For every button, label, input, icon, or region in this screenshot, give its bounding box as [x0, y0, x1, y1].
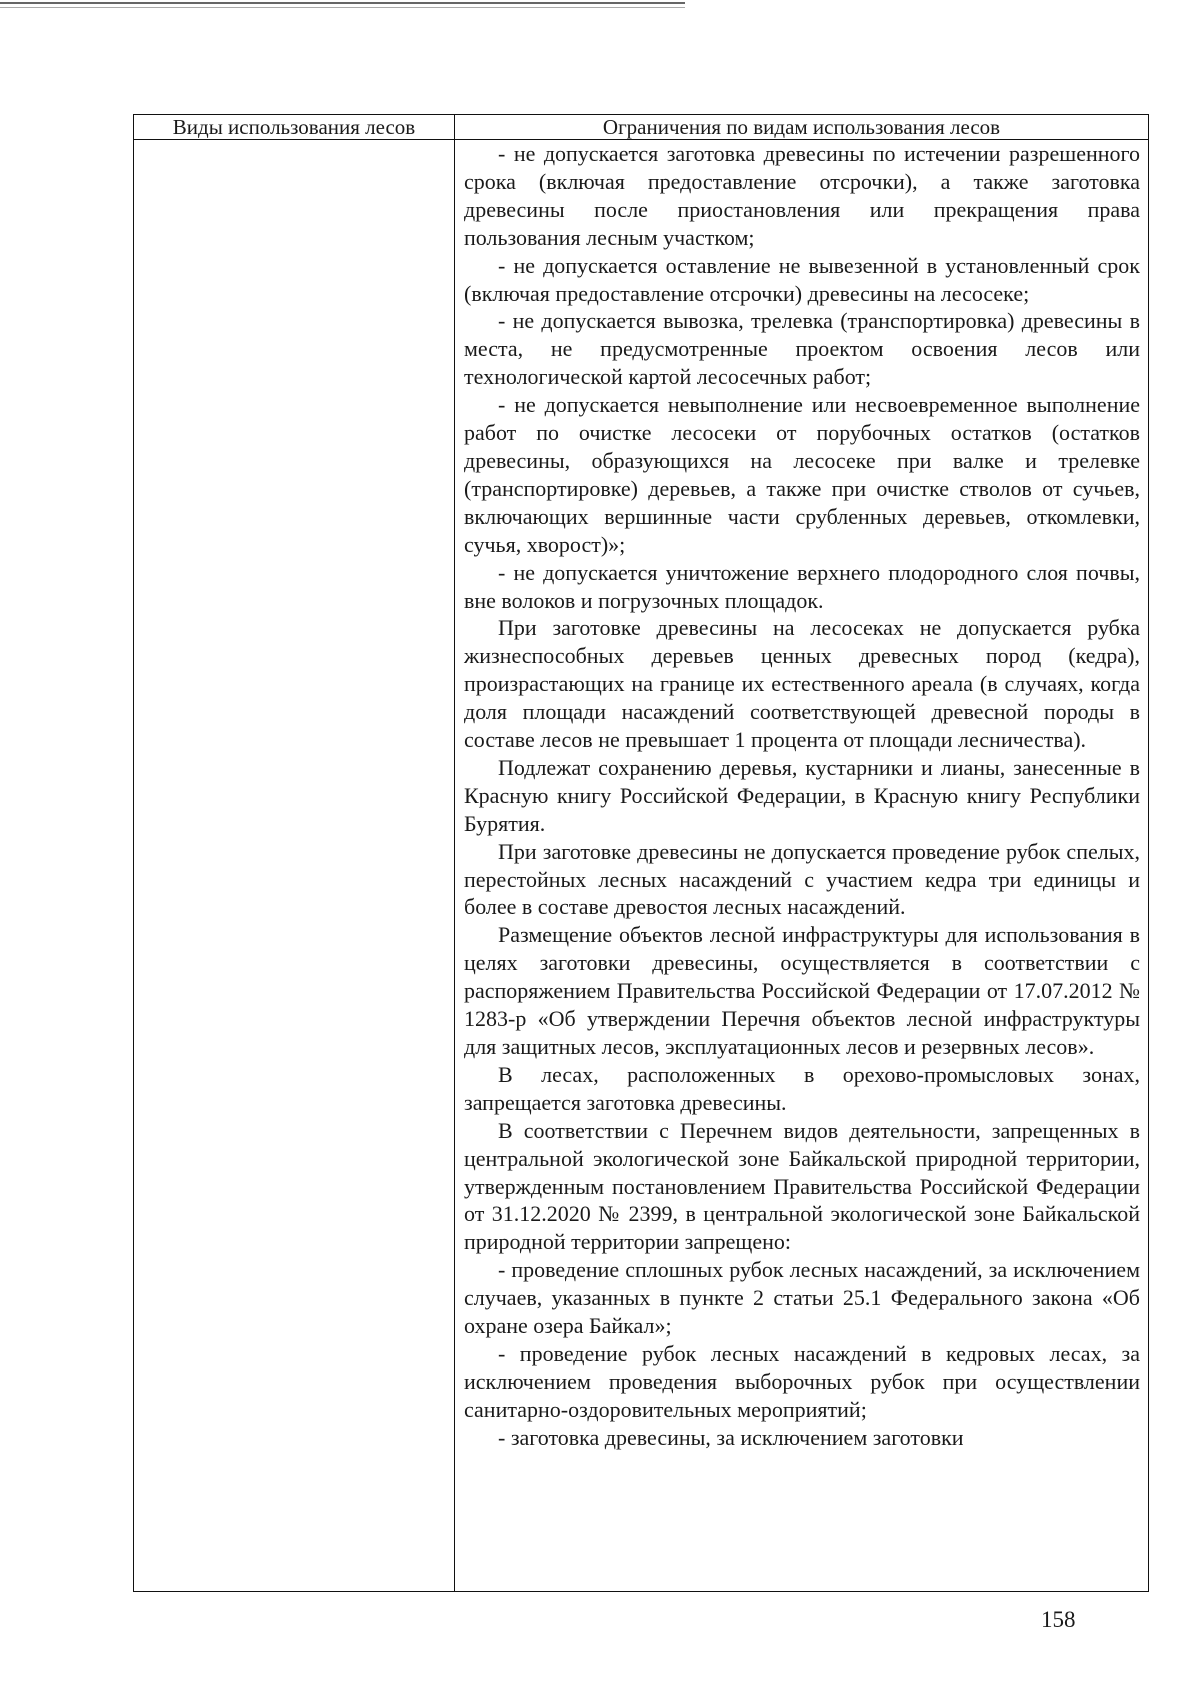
scan-edge-line-secondary: [0, 7, 685, 8]
paragraph: - не допускается уничтожение верхнего плодородного слоя почвы, вне волоков и погрузочных площадок.: [464, 559, 1140, 613]
paragraph: В соответствии с Перечнем видов деятельности, запрещенных в центральной экологической зоне Байкальской природной территории, утвержденным постановлением Правительства Российской Федерации от 31.12.2020 № 2399, в центральной экологической зоне Байкальской природной территории запрещено:: [464, 1117, 1140, 1255]
restrictions-table: [133, 114, 1149, 1592]
table-header-row: [134, 115, 1149, 140]
paragraph: При заготовке древесины на лесосеках не допускается рубка жизнеспособных деревьев ценных древесных пород (кедра), произрастающих на границе их естественного ареала (в случаях, когда доля площади насаждений соответствующей древесной породы в составе лесов не превышает 1 процента от площади лесничества).: [464, 615, 1140, 753]
paragraph: - заготовка древесины, за исключением заготовки: [498, 1424, 964, 1450]
paragraph: При заготовке древесины не допускается проведение рубок спелых, перестойных лесных насаждений с участием кедра три единицы и более в составе древостоя лесных насаждений.: [464, 838, 1140, 920]
header-restrictions: Ограничения по видам использования лесов: [455, 115, 1149, 140]
paragraph: - не допускается невыполнение или несвоевременное выполнение работ по очистке лесосеки от порубочных остатков (остатков древесины, образующихся на лесосеке при валке и трелевке (транспортировке) деревьев, а также при очистке стволов от сучьев, включающих вершинные части срубленных деревьев, откомлевки, сучья, хворост)»;: [464, 392, 1140, 557]
page-number: 158: [1041, 1607, 1076, 1632]
paragraph: - не допускается оставление не вывезенной в установленный срок (включая предоставление отсрочки) древесины на лесосеке;: [464, 252, 1140, 306]
paragraph: Подлежат сохранению деревья, кустарники и лианы, занесенные в Красную книгу Российской Федерации, в Красную книгу Республики Бурятия.: [464, 754, 1140, 836]
paragraph: В лесах, расположенных в орехово-промысловых зонах, запрещается заготовка древесины.: [464, 1061, 1140, 1115]
paragraph: Размещение объектов лесной инфраструктуры для использования в целях заготовки древесины, осуществляется в соответствии с распоряжением Правительства Российской Федерации от 17.07.2012 № 1283-р «Об утверждении Перечня объектов лесной инфраструктуры для защитных лесов, эксплуатационных лесов и резервных лесов».: [464, 922, 1140, 1059]
paragraph: - не допускается заготовка древесины по истечении разрешенного срока (включая предоставление отсрочки), а также заготовка древесины после приостановления или прекращения права пользования лесным участком;: [464, 141, 1140, 250]
paragraph: - проведение сплошных рубок лесных насаждений, за исключением случаев, указанных в пункте 2 статьи 25.1 Федерального закона «Об охране озера Байкал»;: [464, 1257, 1140, 1339]
scan-edge-line: [0, 2, 685, 4]
paragraph: - не допускается вывозка, трелевка (транспортировка) древесины в места, не предусмотренные проектом освоения лесов или технологической картой лесосечных работ;: [464, 308, 1140, 390]
left-cell-empty: [134, 140, 455, 1592]
table-row: [134, 140, 1149, 1592]
header-forest-use-types: Виды использования лесов: [134, 115, 455, 140]
paragraph: - проведение рубок лесных насаждений в кедровых лесах, за исключением проведения выборочных рубок при осуществлении санитарно-оздоровительных мероприятий;: [464, 1340, 1140, 1422]
restrictions-cell: [455, 140, 1149, 1592]
